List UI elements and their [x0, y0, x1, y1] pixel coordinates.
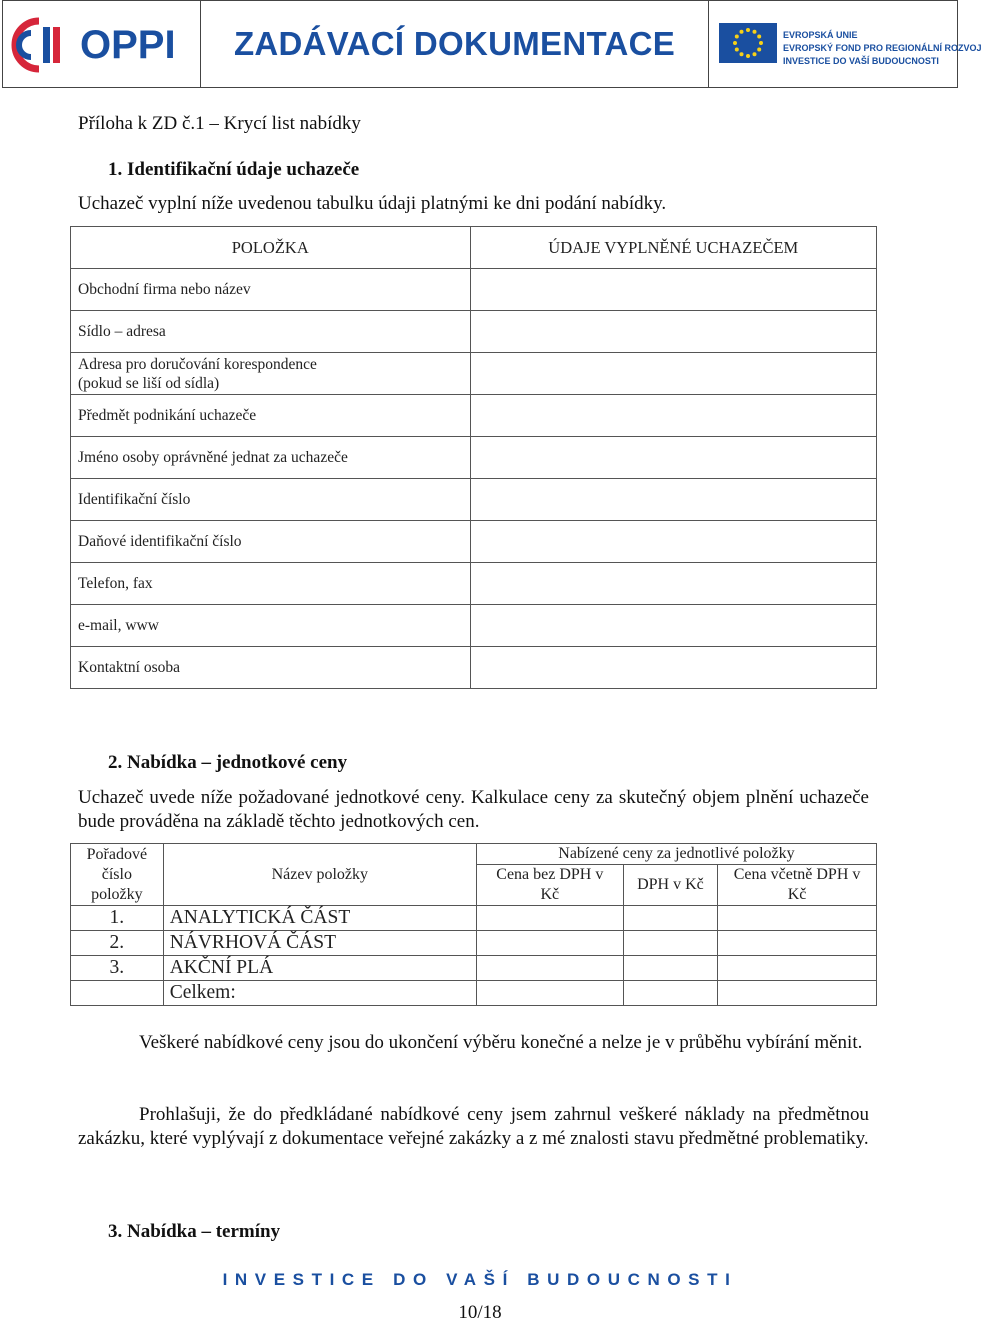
value-field[interactable]	[470, 269, 876, 311]
oppi-logo	[3, 1, 201, 87]
col-header-price-ex-vat-line-1: Cena bez DPH v	[496, 866, 604, 883]
table-row	[71, 647, 877, 689]
identification-table	[70, 226, 877, 689]
price-ex-vat-field[interactable]	[476, 931, 623, 956]
price-ex-vat-field[interactable]	[476, 906, 623, 931]
row-label: Obchodní firma nebo název	[71, 269, 471, 311]
col-header-item: POLOŽKA	[71, 227, 471, 269]
eu-logo	[709, 1, 982, 87]
document-header	[2, 0, 982, 88]
value-field[interactable]	[470, 605, 876, 647]
col-header-order-line-1: Pořadové	[86, 845, 148, 863]
section3-title: 3. Nabídka – termíny	[108, 1221, 281, 1242]
table-row	[71, 269, 877, 311]
paragraph-declaration: Prohlašuji, že do předkládané nabídkové ceny jsem zahrnul veškeré náklady na předmětnou zakázku, které vyplývají z dokumentace veřejné zakázky a z mé znalosti stavu předmětné problematiky.	[78, 1104, 869, 1149]
item-name: NÁVRHOVÁ ČÁST	[163, 931, 476, 956]
total-label: Celkem:	[163, 981, 476, 1006]
doc-title: ZADÁVACÍ DOKUMENTACE	[233, 25, 676, 62]
value-field[interactable]	[470, 437, 876, 479]
oppi-logo-mark-icon	[9, 15, 79, 75]
value-field[interactable]	[470, 479, 876, 521]
eu-line-2: EVROPSKÝ FOND PRO REGIONÁLNÍ ROZVOJ	[783, 43, 982, 53]
col-header-price-ex-vat	[476, 865, 623, 906]
price-inc-vat-field[interactable]	[718, 931, 877, 956]
col-header-price-ex-vat-line-2: Kč	[540, 886, 560, 903]
eu-text	[783, 29, 982, 68]
value-field[interactable]	[470, 395, 876, 437]
vat-field[interactable]	[623, 931, 717, 956]
section1-intro: Uchazeč vyplní níže uvedenou tabulku údaji platnými ke dni podání nabídky.	[78, 193, 667, 214]
table-row	[71, 521, 877, 563]
price-inc-vat-field[interactable]	[718, 956, 877, 981]
item-number: 2.	[71, 931, 164, 956]
col-header-vat: DPH v Kč	[623, 865, 717, 906]
table-row	[71, 931, 877, 956]
doc-title-cell	[201, 1, 709, 87]
eu-flag-icon	[719, 23, 777, 63]
col-header-name: Název položky	[163, 844, 476, 906]
table-row	[71, 353, 877, 395]
table-row	[71, 605, 877, 647]
item-name: AKČNÍ PLÁ	[163, 956, 476, 981]
col-header-price-inc-vat-line-1: Cena včetně DPH v	[733, 866, 861, 883]
unit-price-table	[70, 843, 877, 1006]
value-field[interactable]	[470, 311, 876, 353]
section1-title: 1. Identifikační údaje uchazeče	[108, 159, 360, 180]
table-row	[71, 395, 877, 437]
vat-field[interactable]	[623, 956, 717, 981]
price-ex-vat-field[interactable]	[476, 956, 623, 981]
table-header-row	[71, 844, 877, 865]
row-label	[71, 353, 471, 395]
row-label: Identifikační číslo	[71, 479, 471, 521]
row-label: e-mail, www	[71, 605, 471, 647]
total-price-ex-vat-field[interactable]	[476, 981, 623, 1006]
table-row	[71, 563, 877, 605]
table-total-row	[71, 981, 877, 1006]
table-row	[71, 906, 877, 931]
value-field[interactable]	[470, 563, 876, 605]
eu-line-3: INVESTICE DO VAŠÍ BUDOUCNOSTI	[783, 56, 939, 66]
eu-line-1: EVROPSKÁ UNIE	[783, 30, 858, 40]
paragraph-prices-final: Veškeré nabídkové ceny jsou do ukončení výběru konečné a nelze je v průběhu vybírání měnit.	[139, 1032, 863, 1053]
row-label: Kontaktní osoba	[71, 647, 471, 689]
item-number: 3.	[71, 956, 164, 981]
row-label: Telefon, fax	[71, 563, 471, 605]
section2-intro: Uchazeč uvede níže požadované jednotkové ceny. Kalkulace ceny za skutečný objem plnění uchazeče bude prováděna na základě těchto jednotkových cen.	[78, 787, 869, 832]
col-header-order-line-3: položky	[91, 885, 143, 903]
table-row	[71, 311, 877, 353]
row-label: Jméno osoby oprávněné jednat za uchazeče	[71, 437, 471, 479]
total-vat-field[interactable]	[623, 981, 717, 1006]
section2-title: 2. Nabídka – jednotkové ceny	[108, 752, 348, 773]
annex-title: Příloha k ZD č.1 – Krycí list nabídky	[78, 113, 361, 134]
value-field[interactable]	[470, 353, 876, 395]
row-label: Předmět podnikání uchazeče	[71, 395, 471, 437]
col-header-order-line-2: číslo	[101, 865, 132, 883]
col-header-price-inc-vat	[718, 865, 877, 906]
page-number: 10/18	[458, 1302, 502, 1323]
col-header-price-inc-vat-line-2: Kč	[787, 886, 807, 903]
footer-motto: INVESTICE DO VAŠÍ BUDOUCNOSTI	[222, 1270, 738, 1289]
value-field[interactable]	[470, 647, 876, 689]
table-row	[71, 437, 877, 479]
price-inc-vat-field[interactable]	[718, 906, 877, 931]
row-label-line-1: Adresa pro doručování korespondence	[78, 355, 317, 373]
item-name: ANALYTICKÁ ČÁST	[163, 906, 476, 931]
row-label-line-2: (pokud se liší od sídla)	[78, 374, 220, 392]
vat-field[interactable]	[623, 906, 717, 931]
value-field[interactable]	[470, 521, 876, 563]
col-header-value: ÚDAJE VYPLNĚNÉ UCHAZEČEM	[470, 227, 876, 269]
oppi-logo-text: OPPI	[80, 23, 176, 67]
col-header-prices-group: Nabízené ceny za jednotlivé položky	[476, 844, 876, 865]
table-header-row	[71, 227, 877, 269]
table-row	[71, 956, 877, 981]
row-label: Daňové identifikační číslo	[71, 521, 471, 563]
table-row	[71, 479, 877, 521]
total-number-cell	[71, 981, 164, 1006]
item-number: 1.	[71, 906, 164, 931]
col-header-order	[71, 844, 164, 906]
total-price-inc-vat-field[interactable]	[718, 981, 877, 1006]
row-label: Sídlo – adresa	[71, 311, 471, 353]
